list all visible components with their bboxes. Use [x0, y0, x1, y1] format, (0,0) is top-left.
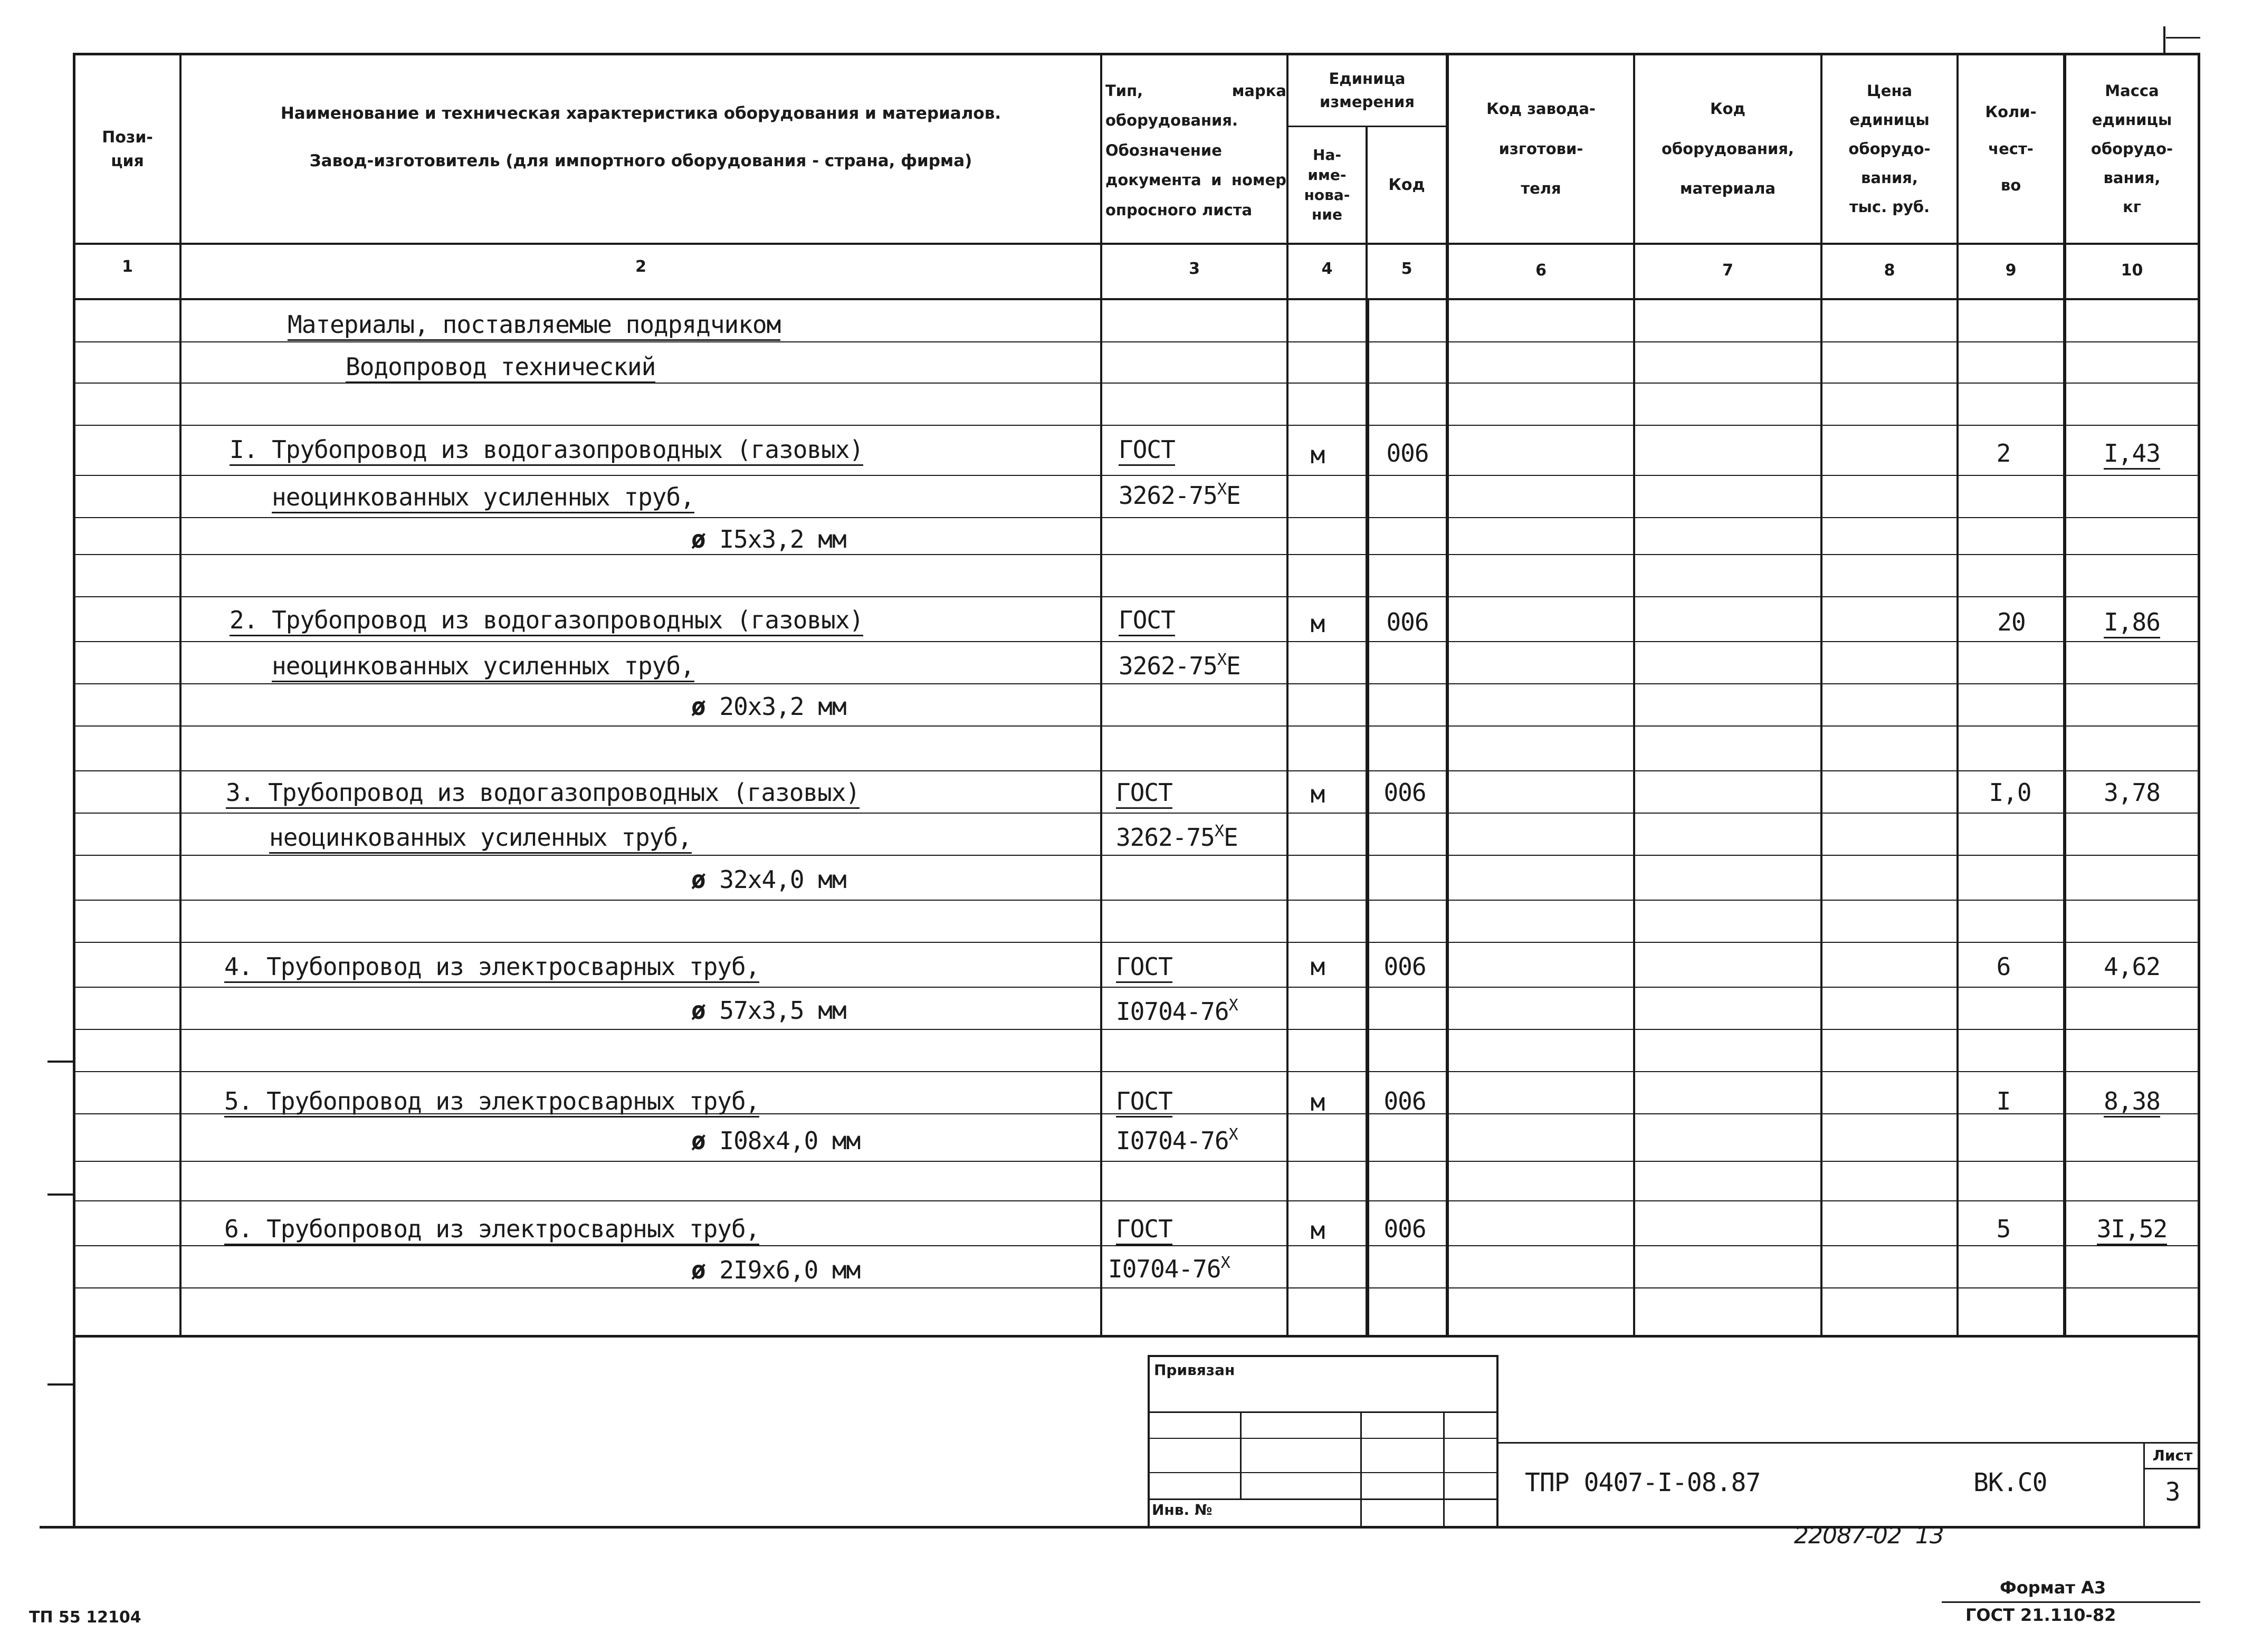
column-number: 6 — [1535, 261, 1547, 280]
item-5-code: 006 — [1383, 1087, 1426, 1115]
item-2-mass — [2066, 608, 2198, 636]
section-title-water-supply — [346, 352, 655, 381]
item-3-code: 006 — [1383, 778, 1426, 807]
left-code: ТП 55 12104 — [29, 1608, 141, 1627]
item-6-mass — [2066, 1215, 2198, 1243]
item-2-mass-text: I,86 — [2104, 608, 2160, 638]
item-1-line2 — [272, 483, 694, 511]
item-5-gost — [1116, 1087, 1172, 1115]
item-1-diameter — [691, 525, 846, 553]
item-5-quantity: I — [1996, 1087, 2011, 1115]
column-number: 2 — [635, 257, 646, 276]
stamp-privyazan: Привязан — [1154, 1361, 1235, 1379]
column-number: 5 — [1401, 260, 1412, 278]
column-number: 7 — [1722, 261, 1733, 280]
item-3-line2-text: неоцинкованных усиленных труб, — [269, 823, 692, 854]
column-number: 8 — [1884, 261, 1895, 280]
diameter-icon: ø — [691, 692, 705, 721]
diameter-icon: ø — [691, 1256, 705, 1284]
item-2-diameter-text: 20x3,2 мм — [719, 692, 846, 721]
item-6-line1-text: 6. Трубопровод из электросварных труб, — [224, 1215, 759, 1245]
item-2-gost — [1119, 606, 1175, 634]
item-1-quantity: 2 — [1996, 439, 2011, 467]
item-3-unit: м — [1310, 780, 1325, 808]
item-1-gost — [1119, 435, 1175, 464]
diameter-icon: ø — [691, 525, 705, 553]
item-6-quantity: 5 — [1996, 1215, 2011, 1243]
header-price: Цена единицы оборудо- вания, тыс. руб. — [1848, 81, 1931, 216]
item-6-diameter — [691, 1256, 860, 1284]
item-4-diameter — [691, 996, 846, 1025]
header-equipment-code: Код оборудования, материала — [1661, 100, 1795, 198]
item-3-mass: 3,78 — [2104, 778, 2160, 807]
item-5-diameter — [691, 1126, 860, 1155]
item-6-line1 — [224, 1215, 759, 1243]
item-3-diameter — [691, 865, 846, 894]
item-1-mass-text: I,43 — [2104, 439, 2160, 470]
item-4-mass: 4,62 — [2104, 952, 2160, 981]
header-unit: Единица измерения — [1320, 70, 1415, 111]
section-title-materials-text: Материалы, поставляемые подрядчиком — [288, 310, 780, 341]
item-2-diameter — [691, 692, 846, 721]
item-1-code: 006 — [1386, 439, 1429, 467]
item-2-gost-text: ГОСТ — [1119, 606, 1175, 636]
item-6-gost — [1116, 1215, 1172, 1243]
item-3-line1-text: 3. Трубопровод из водогазопроводных (газовых) — [226, 778, 860, 809]
section-title-materials — [288, 310, 780, 339]
item-4-code: 006 — [1383, 952, 1426, 981]
item-6-gost-text: ГОСТ — [1116, 1215, 1172, 1245]
item-5-line1 — [224, 1087, 759, 1115]
item-2-unit: м — [1310, 609, 1325, 638]
item-3-line1 — [226, 778, 860, 807]
item-1-diameter-text: I5x3,2 мм — [719, 525, 846, 553]
item-1-line2-text: неоцинкованных усиленных труб, — [272, 483, 694, 513]
item-1-line1 — [230, 435, 863, 464]
item-5-unit: м — [1310, 1088, 1325, 1116]
item-6-gost-number: $I0704-76^Х$ — [1108, 1254, 1230, 1283]
item-3-gost-text: ГОСТ — [1116, 778, 1172, 809]
item-1-gost-text: ГОСТ — [1119, 435, 1175, 466]
item-1-line1-text: I. Трубопровод из водогазопроводных (газовых) — [230, 435, 863, 466]
item-3-gost — [1116, 778, 1172, 807]
item-6-diameter-text: 2I9x6,0 мм — [719, 1256, 861, 1284]
item-3-quantity: I,0 — [1989, 778, 2031, 807]
stamp-section-code: ВК.С0 — [1973, 1468, 2047, 1497]
column-number: 3 — [1189, 260, 1200, 278]
stamp-document-code: ТПР 0407-I-08.87 — [1525, 1468, 1761, 1497]
item-4-line1 — [224, 952, 759, 981]
item-4-gost-text: ГОСТ — [1116, 952, 1172, 983]
item-5-gost-number: $I0704-76^Х$ — [1116, 1125, 1238, 1155]
column-number: 9 — [2005, 261, 2017, 280]
item-6-unit: м — [1310, 1216, 1325, 1245]
header-mass: Масса единицы оборудо- вания, кг — [2091, 81, 2173, 216]
diameter-icon: ø — [691, 865, 705, 894]
item-2-line1-text: 2. Трубопровод из водогазопроводных (газовых) — [230, 606, 863, 636]
section-title-water-supply-text: Водопровод технический — [346, 352, 655, 383]
item-5-mass — [2066, 1087, 2198, 1115]
item-2-gost-number: $3262-75^ХЕ$ — [1119, 651, 1240, 680]
item-1-gost-number: $3262-75^ХЕ$ — [1119, 480, 1240, 510]
item-3-gost-number: $3262-75^ХЕ$ — [1116, 822, 1238, 852]
diameter-icon: ø — [691, 996, 705, 1025]
item-2-code: 006 — [1386, 608, 1429, 636]
column-number: 10 — [2121, 261, 2143, 280]
header-factory-code: Код завода- изготови- теля — [1486, 100, 1596, 198]
header-type: Тип, марка оборудования. Обозначение документа и номер опросного листа — [1105, 81, 1286, 219]
stamp-sheet-number: 3 — [2165, 1477, 2180, 1507]
column-number: 1 — [122, 257, 133, 276]
item-5-line1-text: 5. Трубопровод из электросварных труб, — [224, 1087, 759, 1118]
item-2-line2-text: неоцинкованных усиленных труб, — [272, 652, 694, 682]
handwritten-number: 22087-02 13 — [1794, 1522, 1944, 1549]
header-name — [182, 55, 1100, 243]
item-2-line2 — [272, 652, 694, 680]
item-2-line1 — [230, 606, 863, 634]
column-number: 4 — [1321, 260, 1333, 278]
item-6-mass-text: 3I,52 — [2097, 1215, 2167, 1245]
item-4-quantity: 6 — [1996, 952, 2011, 981]
item-2-quantity: 20 — [1997, 608, 2026, 636]
stamp-inventory-number: Инв. № — [1152, 1501, 1213, 1519]
item-6-code: 006 — [1383, 1215, 1426, 1243]
item-5-diameter-text: I08x4,0 мм — [719, 1126, 861, 1155]
diameter-icon: ø — [691, 1126, 705, 1155]
header-quantity: Коли- чест- во — [1985, 103, 2037, 195]
header-name-line2: Завод-изготовитель (для импортного оборудования - страна, фирма) — [309, 151, 972, 170]
item-3-diameter-text: 32x4,0 мм — [719, 865, 846, 894]
item-5-mass-text: 8,38 — [2104, 1087, 2160, 1118]
header-unit-code: Код — [1388, 176, 1425, 194]
stamp-sheet-label: Лист — [2152, 1447, 2193, 1464]
header-name-line1: Наименование и техническая характеристика оборудования и материалов. — [280, 103, 1001, 123]
item-5-gost-text: ГОСТ — [1116, 1087, 1172, 1118]
item-4-gost-number: $I0704-76^Х$ — [1116, 996, 1238, 1026]
header-position: Пози- ция — [102, 128, 153, 170]
header-unit-name: На- име- нова- ние — [1304, 146, 1350, 224]
item-4-gost — [1116, 952, 1172, 981]
item-3-line2 — [269, 823, 692, 852]
format-label: Формат А3 — [2000, 1578, 2106, 1598]
item-1-unit: м — [1310, 441, 1325, 469]
item-1-mass — [2066, 439, 2198, 467]
item-4-diameter-text: 57x3,5 мм — [719, 996, 846, 1025]
item-4-unit: м — [1310, 952, 1325, 981]
gost-standard: ГОСТ 21.110-82 — [1965, 1605, 2116, 1625]
item-4-line1-text: 4. Трубопровод из электросварных труб, — [224, 952, 759, 983]
